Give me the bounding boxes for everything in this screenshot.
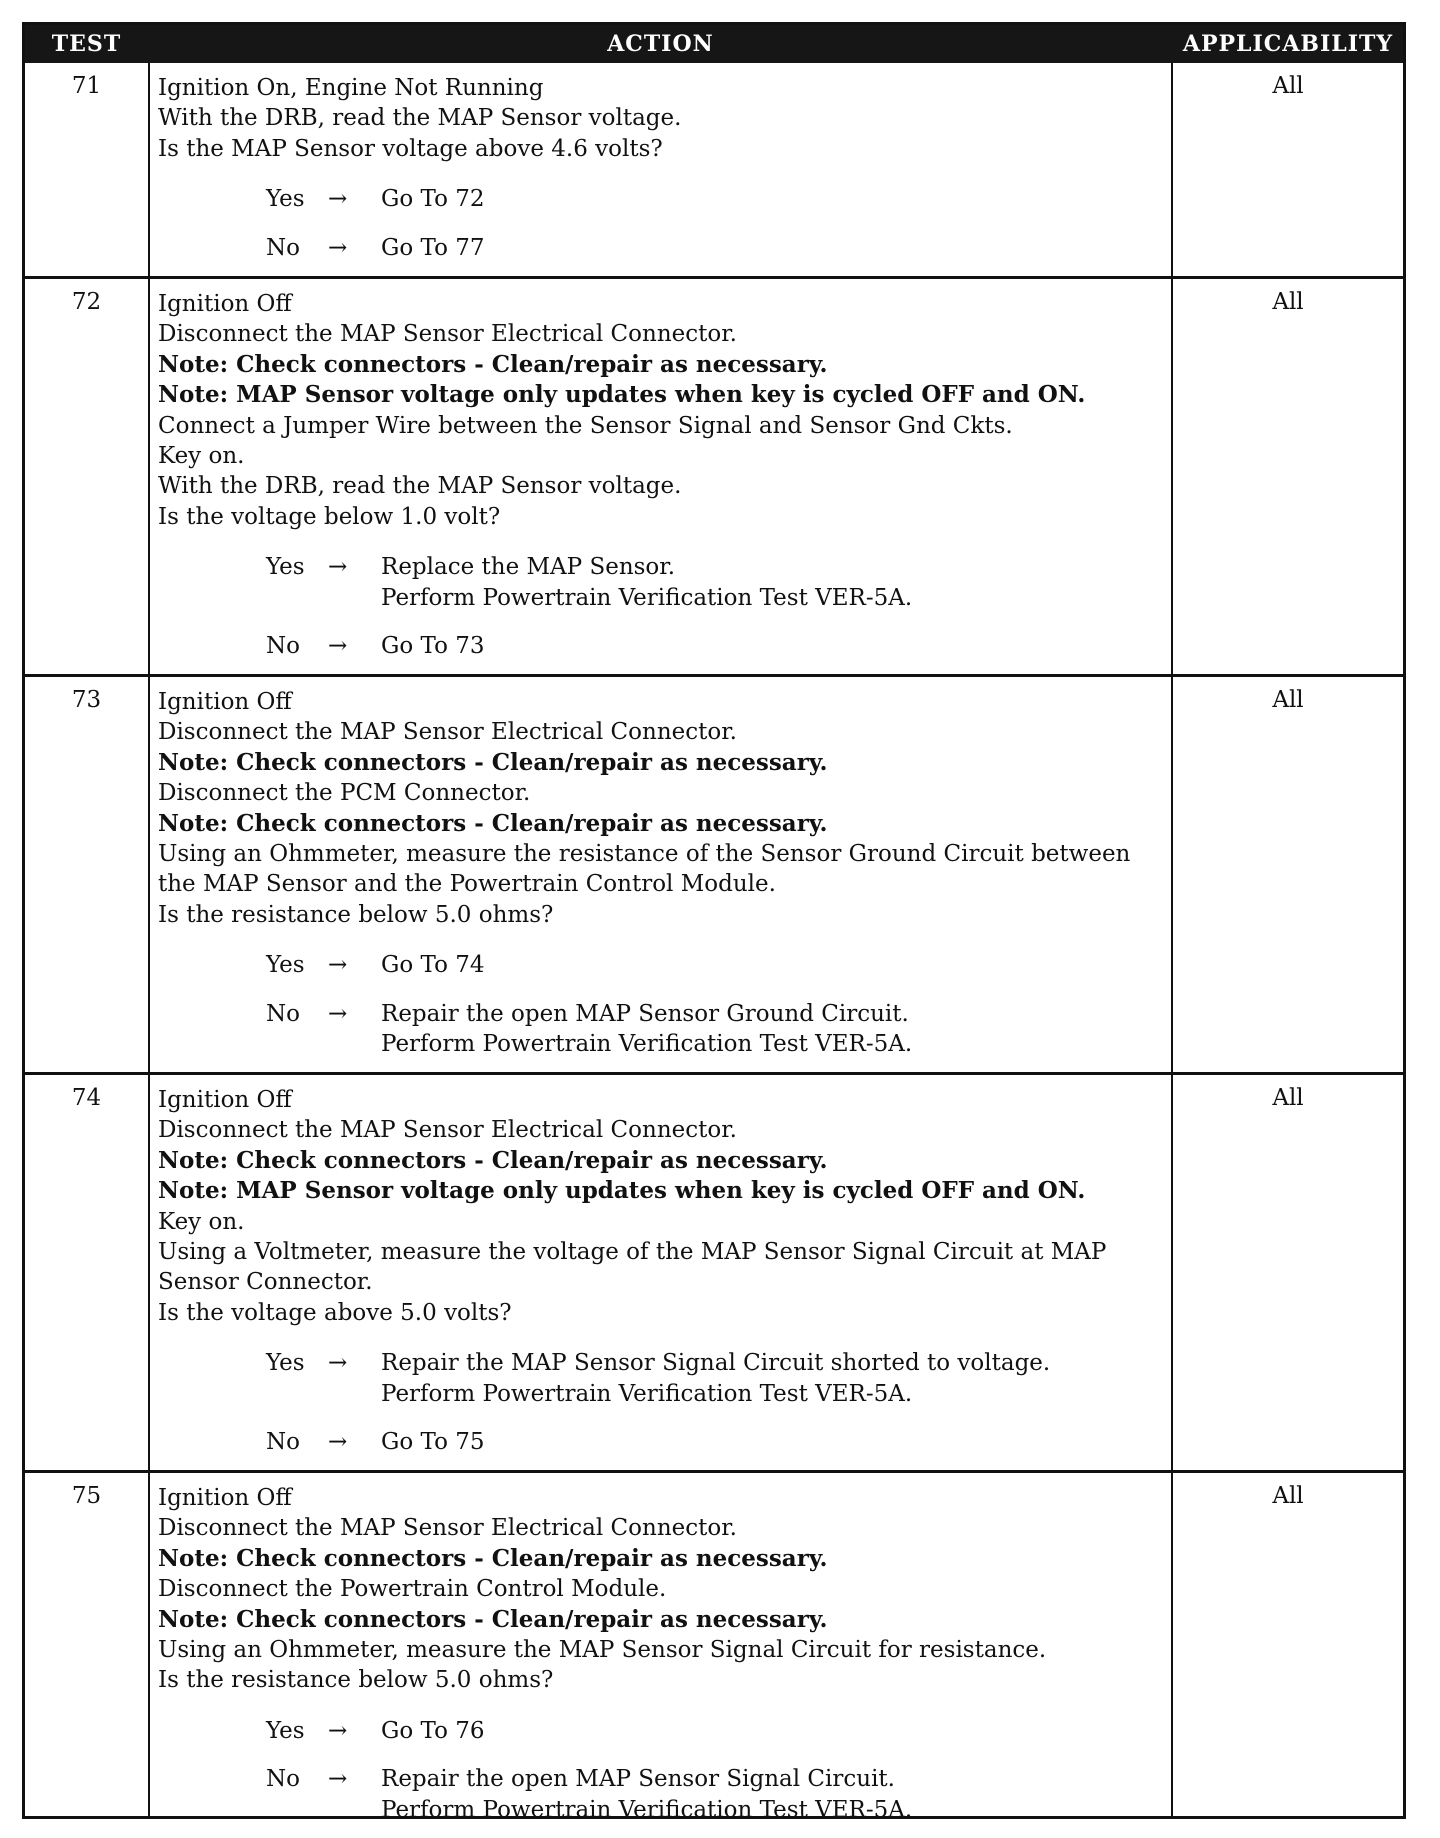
response-line: Go To 73 (381, 633, 485, 660)
response-yes (158, 1716, 1163, 1746)
response-no (158, 1427, 1163, 1457)
response-no (158, 999, 1163, 1060)
response-yes (158, 950, 1163, 980)
arrow-icon: → (328, 186, 348, 213)
response-line: Perform Powertrain Verification Test VER-5A. (381, 1031, 913, 1058)
header-action: ACTION (607, 31, 714, 57)
action-line: Key on. (158, 443, 245, 470)
response-text (381, 1716, 1163, 1746)
applicability-value: All (1272, 1085, 1304, 1111)
response-label: Yes (266, 952, 305, 979)
action-line: Ignition Off (158, 1087, 292, 1113)
note-line: Note: Check connectors - Clean/repair as necessary. (158, 1146, 828, 1174)
response-line: Perform Powertrain Verification Test VER-5A. (381, 1796, 913, 1823)
note-line: Note: Check connectors - Clean/repair as necessary. (158, 350, 828, 378)
action-cell (158, 1085, 1163, 1457)
response-line: Go To 77 (381, 234, 485, 261)
applicability-value: All (1272, 73, 1304, 99)
table-row (25, 1470, 1403, 1823)
note-line: Note: Check connectors - Clean/repair as necessary. (158, 809, 828, 837)
action-line: Is the MAP Sensor voltage above 4.6 volts? (158, 135, 663, 162)
action-line: Is the resistance below 5.0 ohms? (158, 901, 554, 928)
test-number: 74 (71, 1085, 102, 1111)
response-line: Repair the open MAP Sensor Ground Circuit. (381, 1000, 909, 1027)
response-yes (158, 1348, 1163, 1409)
action-line: Sensor Connector. (158, 1269, 373, 1296)
table-header (25, 25, 1403, 63)
action-line: Ignition Off (158, 1485, 292, 1511)
action-cell (158, 73, 1163, 263)
arrow-icon: → (328, 554, 348, 581)
action-cell (158, 687, 1163, 1059)
action-line: Disconnect the MAP Sensor Electrical Connector. (158, 1117, 737, 1144)
action-line: Using a Voltmeter, measure the voltage of the MAP Sensor Signal Circuit at MAP (158, 1239, 1107, 1266)
response-label: No (266, 1000, 300, 1027)
note-line: Note: MAP Sensor voltage only updates when key is cycled OFF and ON. (158, 1177, 1086, 1205)
response-yes (158, 552, 1163, 613)
arrow-icon: → (328, 1766, 348, 1793)
response-text (381, 631, 1163, 661)
response-label: Yes (266, 186, 305, 213)
arrow-icon: → (328, 1717, 348, 1744)
response-line: Go To 76 (381, 1717, 485, 1744)
applicability-value: All (1272, 289, 1304, 315)
note-line: Note: Check connectors - Clean/repair as necessary. (158, 1544, 828, 1572)
arrow-icon: → (328, 1429, 348, 1456)
note-line: Note: MAP Sensor voltage only updates when key is cycled OFF and ON. (158, 381, 1086, 409)
response-line: Go To 74 (381, 952, 485, 979)
response-label: No (266, 1429, 300, 1456)
note-line: Note: Check connectors - Clean/repair as necessary. (158, 1605, 828, 1633)
action-line: Disconnect the MAP Sensor Electrical Connector. (158, 1515, 737, 1542)
response-line: Perform Powertrain Verification Test VER-5A. (381, 584, 913, 611)
action-line: Using an Ohmmeter, measure the MAP Sensor Signal Circuit for resistance. (158, 1637, 1047, 1664)
action-line: Disconnect the Powertrain Control Module. (158, 1576, 667, 1603)
applicability-value: All (1272, 687, 1304, 713)
response-no (158, 1764, 1163, 1825)
action-line: Ignition Off (158, 689, 292, 715)
table-row (25, 674, 1403, 1072)
action-line: Disconnect the PCM Connector. (158, 780, 531, 807)
response-text (381, 1348, 1163, 1409)
action-cell (158, 1483, 1163, 1825)
response-text (381, 950, 1163, 980)
diagnostic-table (22, 22, 1406, 1823)
action-line: Disconnect the MAP Sensor Electrical Connector. (158, 321, 737, 348)
action-line: the MAP Sensor and the Powertrain Control Module. (158, 871, 776, 898)
response-label: No (266, 234, 300, 261)
action-line: Is the resistance below 5.0 ohms? (158, 1667, 554, 1694)
response-line: Go To 72 (381, 186, 485, 213)
response-line: Repair the MAP Sensor Signal Circuit shorted to voltage. (381, 1350, 1051, 1377)
test-number: 73 (71, 687, 102, 713)
action-line: Disconnect the MAP Sensor Electrical Connector. (158, 719, 737, 746)
header-applicability: APPLICABILITY (1182, 31, 1394, 57)
action-line: With the DRB, read the MAP Sensor voltage. (158, 473, 682, 500)
note-line: Note: Check connectors - Clean/repair as necessary. (158, 748, 828, 776)
response-label: No (266, 633, 300, 660)
arrow-icon: → (328, 1000, 348, 1027)
table-row (25, 63, 1403, 276)
response-label: Yes (266, 1350, 305, 1377)
response-no (158, 233, 1163, 263)
response-text (381, 1427, 1163, 1457)
response-text (381, 999, 1163, 1060)
response-label: Yes (266, 1717, 305, 1744)
header-test: TEST (51, 31, 122, 57)
arrow-icon: → (328, 633, 348, 660)
action-cell (158, 289, 1163, 661)
action-line: Connect a Jumper Wire between the Sensor Signal and Sensor Gnd Ckts. (158, 412, 1013, 439)
table-row (25, 276, 1403, 674)
action-line: Ignition On, Engine Not Running (158, 75, 544, 101)
table-row (25, 1072, 1403, 1470)
test-number: 75 (71, 1483, 102, 1509)
test-number: 72 (71, 289, 102, 315)
response-label: Yes (266, 554, 305, 581)
action-line: Is the voltage above 5.0 volts? (158, 1299, 512, 1326)
arrow-icon: → (328, 1350, 348, 1377)
action-line: Is the voltage below 1.0 volt? (158, 503, 501, 530)
response-label: No (266, 1766, 300, 1793)
response-yes (158, 184, 1163, 214)
action-line: With the DRB, read the MAP Sensor voltage. (158, 105, 682, 132)
arrow-icon: → (328, 952, 348, 979)
response-line: Go To 75 (381, 1429, 485, 1456)
response-line: Repair the open MAP Sensor Signal Circuit. (381, 1766, 895, 1793)
response-line: Replace the MAP Sensor. (381, 554, 676, 581)
response-no (158, 631, 1163, 661)
action-line: Using an Ohmmeter, measure the resistance of the Sensor Ground Circuit between (158, 841, 1131, 868)
test-number: 71 (71, 73, 102, 99)
response-text (381, 552, 1163, 613)
action-line: Ignition Off (158, 291, 292, 317)
response-text (381, 184, 1163, 214)
applicability-value: All (1272, 1483, 1304, 1509)
arrow-icon: → (328, 234, 348, 261)
response-line: Perform Powertrain Verification Test VER-5A. (381, 1380, 913, 1407)
response-text (381, 1764, 1163, 1825)
action-line: Key on. (158, 1208, 245, 1235)
response-text (381, 233, 1163, 263)
